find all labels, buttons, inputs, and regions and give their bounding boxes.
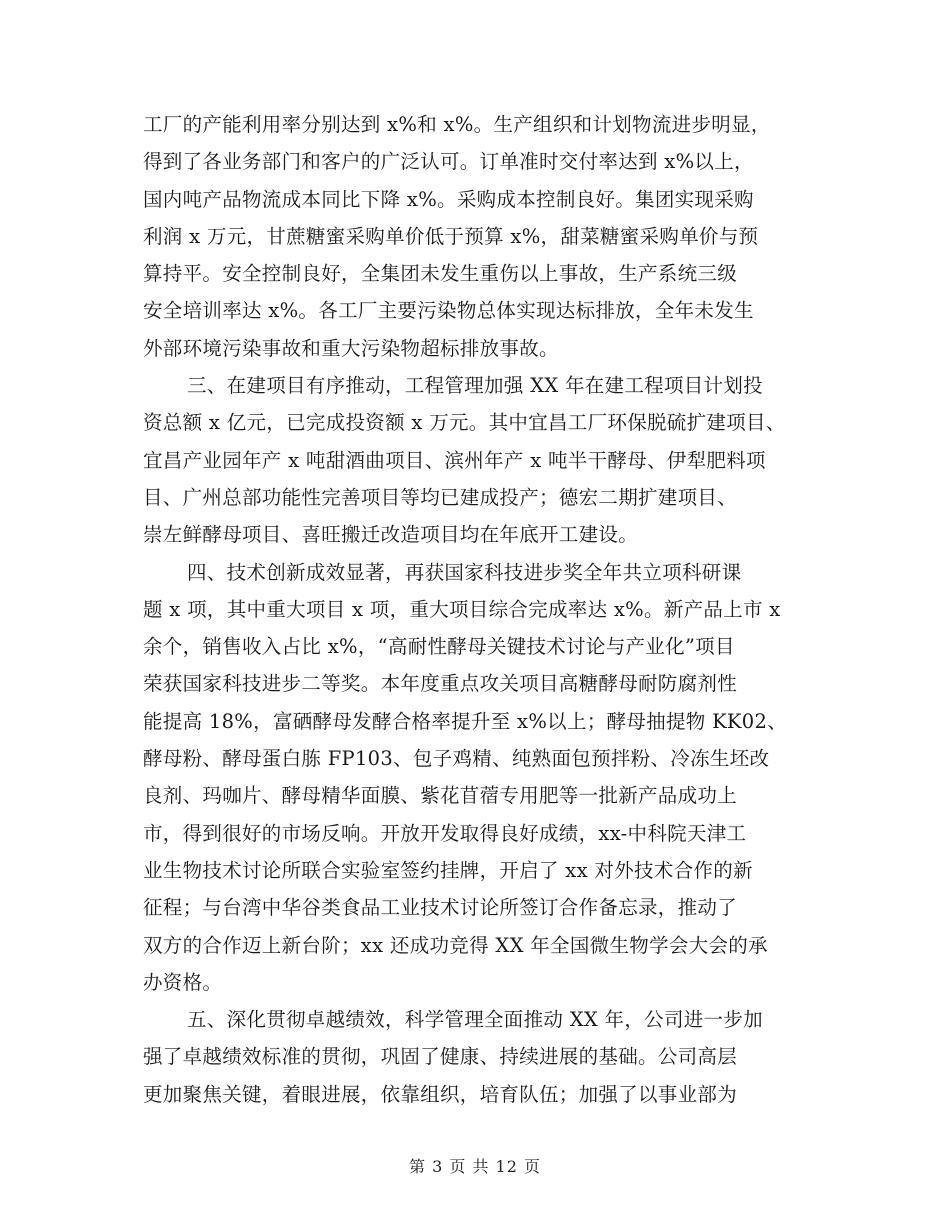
- text-line: 强了卓越绩效标准的贯彻，巩固了健康、持续进展的基础。公司高层: [143, 1045, 738, 1069]
- text-line: 资总额 x 亿元，已完成投资额 x 万元。其中宜昌工厂环保脱硫扩建项目、: [143, 411, 786, 435]
- text-line: 算持平。安全控制良好，全集团未发生重伤以上事故，生产系统三级: [143, 262, 738, 286]
- text-line: 得到了各业务部门和客户的广泛认可。订单准时交付率达到 x%以上，: [143, 150, 754, 174]
- text-line: 能提高 18%，富硒酵母发酵合格率提升至 x%以上；酵母抽提物 KK02、: [143, 709, 788, 733]
- text-line: 双方的合作迈上新台阶；xx 还成功竞得 XX 年全国微生物学会大会的承: [143, 933, 768, 957]
- text-line: 余个，销售收入占比 x%，“高耐性酵母关键技术讨论与产业化”项目: [143, 635, 735, 659]
- text-line: 崇左鲜酵母项目、喜旺搬迁改造项目均在年底开工建设。: [143, 523, 639, 547]
- section-heading-line: 四、技术创新成效显著，再获国家科技进步奖全年共立项科研课: [187, 560, 742, 584]
- text-line: 酵母粉、酵母蛋白胨 FP103、包子鸡精、纯熟面包预拌粉、冷冻生坯改: [143, 747, 770, 771]
- text-line: 工厂的产能利用率分别达到 x%和 x%。生产组织和计划物流进步明显，: [143, 113, 771, 136]
- document-body: [143, 106, 833, 1113]
- text-line: 利润 x 万元，甘蔗糖蜜采购单价低于预算 x%，甜菜糖蜜采购单价与预: [143, 224, 759, 248]
- text-line: 市，得到很好的市场反响。开放开发取得良好成绩，xx-中科院天津工: [143, 821, 747, 845]
- text-line: 荣获国家科技进步二等奖。本年度重点攻关项目高糖酵母耐防腐剂性: [143, 672, 738, 696]
- text-line: 办资格。: [143, 970, 223, 994]
- page-number-footer: 第 3 页 共 12 页: [409, 1157, 541, 1176]
- text-line: 安全培训率达 x%。各工厂主要污染物总体实现达标排放，全年未发生: [143, 299, 754, 323]
- text-line: 更加聚焦关键，着眼进展，依靠组织，培育队伍；加强了以事业部为: [143, 1082, 738, 1106]
- section-heading-line: 三、在建项目有序推动，工程管理加强 XX 年在建工程项目计划投: [187, 374, 763, 398]
- section-heading-line: 五、深化贯彻卓越绩效，科学管理全面推动 XX 年，公司进一步加: [187, 1008, 763, 1032]
- text-line: 征程；与台湾中华谷类食品工业技术讨论所签订合作备忘录，推动了: [143, 896, 738, 920]
- text-line: 宜昌产业园年产 x 吨甜酒曲项目、滨州年产 x 吨半干酵母、伊犁肥料项: [143, 448, 766, 472]
- text-line: 良剂、玛咖片、酵母精华面膜、紫花苜蓿专用肥等一批新产品成功上: [143, 784, 738, 808]
- text-line: 目、广州总部功能性完善项目等均已建成投产；德宏二期扩建项目、: [143, 485, 738, 509]
- text-line: 题 x 项，其中重大项目 x 项，重大项目综合完成率达 x%。新产品上市 x: [143, 597, 781, 621]
- text-line: 业生物技术讨论所联合实验室签约挂牌，开启了 xx 对外技术合作的新: [143, 858, 753, 882]
- text-line: 外部环境污染事故和重大污染物超标排放事故。: [143, 336, 559, 360]
- text-line: 国内吨产品物流成本同比下降 x%。采购成本控制良好。集团实现采购: [143, 187, 754, 211]
